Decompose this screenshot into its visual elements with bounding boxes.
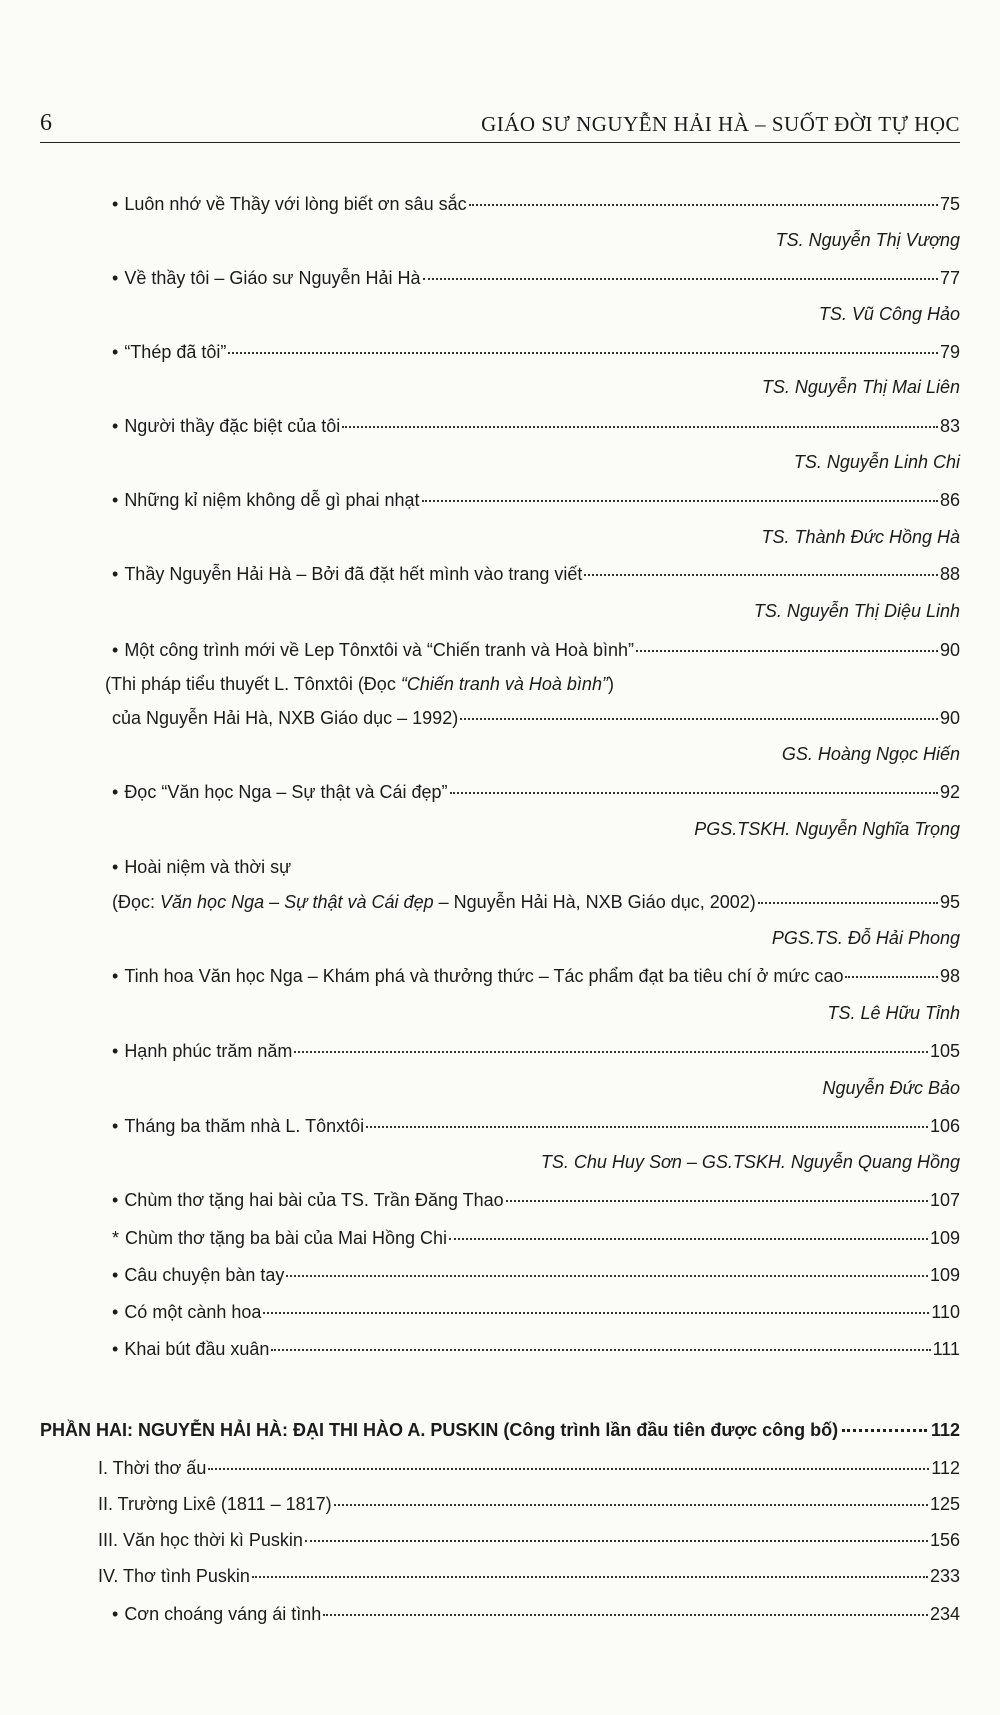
bullet: •	[112, 342, 119, 362]
leader-dots	[423, 278, 938, 280]
toc-entry[interactable]	[112, 1228, 960, 1249]
bullet: •	[112, 1190, 119, 1210]
leader-dots	[263, 1312, 929, 1314]
page-ref: 156	[929, 1530, 960, 1550]
text: (Đọc:	[112, 892, 161, 912]
author-name: PGS.TSKH. Nguyễn Nghĩa Trọng	[694, 819, 960, 839]
page-ref: 88	[939, 564, 960, 584]
author-name: TS. Vũ Công Hảo	[818, 304, 960, 324]
toc-entry[interactable]	[112, 268, 960, 289]
chapter-entry[interactable]	[98, 1458, 960, 1479]
toc-entry[interactable]	[112, 640, 960, 661]
author-name: TS. Nguyễn Linh Chi	[793, 452, 960, 472]
leader-dots	[294, 1051, 928, 1053]
bullet: •	[112, 782, 119, 802]
leader-dots	[506, 1200, 928, 1202]
text: )	[607, 674, 614, 694]
toc-entry[interactable]	[112, 708, 960, 729]
page-ref: 107	[929, 1190, 960, 1210]
page-ref: 79	[939, 342, 960, 362]
page-ref: 109	[929, 1265, 960, 1285]
page-ref: 75	[939, 194, 960, 214]
toc-entry[interactable]	[112, 1339, 960, 1360]
bullet: *	[112, 1228, 120, 1248]
page-ref: 98	[939, 966, 960, 986]
leader-dots	[636, 650, 938, 652]
chapter-entry[interactable]	[98, 1494, 960, 1515]
leader-dots	[842, 1429, 927, 1432]
text: (Thi pháp tiểu thuyết L. Tônxtôi (Đọc	[105, 674, 401, 694]
toc-entry[interactable]	[112, 1302, 960, 1323]
author-name: GS. Hoàng Ngọc Hiến	[781, 744, 960, 764]
bullet: •	[112, 966, 119, 986]
author-name: PGS.TS. Đỗ Hải Phong	[771, 928, 960, 948]
leader-dots	[208, 1468, 929, 1470]
leader-dots	[342, 426, 938, 428]
entry-subtitle	[112, 892, 756, 913]
page-ref: 83	[939, 416, 960, 436]
entry-title: Câu chuyện bàn tay	[124, 1265, 285, 1285]
entry-title: Chùm thơ tặng hai bài của TS. Trần Đăng Thao	[124, 1190, 504, 1210]
entry-title: Người thầy đặc biệt của tôi	[124, 416, 341, 436]
chapter-title: Cơn choáng váng ái tình	[124, 1604, 322, 1624]
author-name: TS. Lê Hữu Tỉnh	[827, 1003, 960, 1023]
leader-dots	[271, 1349, 930, 1351]
leader-dots	[334, 1504, 928, 1506]
leader-dots	[422, 500, 938, 502]
part-title: PHẦN HAI: NGUYỄN HẢI HÀ: ĐẠI THI HÀO A. PUSKIN (Công trình lần đầu tiên được công bố)	[40, 1420, 839, 1440]
page-ref: 109	[929, 1228, 960, 1248]
toc-entry[interactable]	[112, 194, 960, 215]
entry-title: Khai bút đầu xuân	[124, 1339, 270, 1359]
entry-title-text: Hoài niệm và thời sự	[124, 857, 292, 877]
page-ref: 112	[931, 1458, 960, 1478]
page-ref: 125	[929, 1494, 960, 1514]
page-ref: 95	[939, 892, 960, 912]
entry-title: Những kỉ niệm không dễ gì phai nhạt	[124, 490, 420, 510]
page-ref: 106	[929, 1116, 960, 1136]
entry-title: Tinh hoa Văn học Nga – Khám phá và thưởng thức – Tác phẩm đạt ba tiêu chí ở mức cao	[124, 966, 844, 986]
toc-entry[interactable]	[112, 490, 960, 511]
entry-title: Tháng ba thăm nhà L. Tônxtôi	[124, 1116, 365, 1136]
page-ref: 90	[939, 708, 960, 728]
bullet: •	[112, 416, 119, 436]
chapter-title: IV. Thơ tình Puskin	[98, 1566, 250, 1586]
entry-title[interactable]	[112, 857, 291, 878]
toc-entry[interactable]	[112, 1116, 960, 1137]
page-ref: 112	[930, 1420, 960, 1440]
bullet: •	[112, 1604, 119, 1624]
chapter-entry[interactable]	[98, 1530, 960, 1551]
author-name: TS. Thành Đức Hồng Hà	[761, 527, 960, 547]
bullet: •	[112, 1302, 119, 1322]
italic-title: Văn học Nga – Sự thật và Cái đẹp	[160, 892, 434, 912]
bullet: •	[112, 640, 119, 660]
entry-title: Một công trình mới về Lep Tônxtôi và “Chiến tranh và Hoà bình”	[124, 640, 635, 660]
entry-title: Thầy Nguyễn Hải Hà – Bởi đã đặt hết mình vào trang viết	[124, 564, 583, 584]
author-name: TS. Nguyễn Thị Mai Liên	[761, 377, 960, 397]
page-number: 6	[40, 110, 52, 136]
toc-entry[interactable]	[112, 966, 960, 987]
page-ref: 105	[929, 1041, 960, 1061]
entry-title: Có một cành hoa	[124, 1302, 262, 1322]
bullet: •	[112, 1116, 119, 1136]
author-name: TS. Nguyễn Thị Diệu Linh	[753, 601, 960, 621]
author-name: TS. Chu Huy Sơn – GS.TSKH. Nguyễn Quang Hồng	[540, 1152, 960, 1172]
toc-entry[interactable]	[112, 342, 960, 363]
bullet: •	[112, 1265, 119, 1285]
leader-dots	[449, 1238, 928, 1240]
page-ref: 234	[929, 1604, 960, 1624]
author-name: TS. Nguyễn Thị Vượng	[775, 230, 960, 250]
leader-dots	[758, 902, 938, 904]
italic-title: “Chiến tranh và Hoà bình”	[400, 674, 608, 694]
page-ref: 110	[931, 1302, 960, 1322]
entry-title: Đọc “Văn học Nga – Sự thật và Cái đẹp”	[124, 782, 448, 802]
leader-dots	[305, 1540, 928, 1542]
leader-dots	[460, 718, 938, 720]
entry-title: “Thép đã tôi”	[124, 342, 227, 362]
page-ref: 233	[929, 1566, 960, 1586]
leader-dots	[584, 574, 938, 576]
chapter-title: II. Trường Lixê (1811 – 1817)	[98, 1494, 332, 1514]
entry-continuation	[105, 674, 614, 695]
page-ref: 90	[939, 640, 960, 660]
toc-entry[interactable]	[112, 1041, 960, 1062]
bullet: •	[112, 194, 119, 214]
leader-dots	[286, 1275, 928, 1277]
bullet: •	[112, 490, 119, 510]
part-heading[interactable]	[40, 1420, 960, 1441]
leader-dots	[323, 1614, 928, 1616]
entry-title: Luôn nhớ về Thầy với lòng biết ơn sâu sắc	[124, 194, 467, 214]
page-ref: 77	[939, 268, 960, 288]
bullet: •	[112, 857, 119, 877]
page-header	[40, 108, 960, 143]
running-title: GIÁO SƯ NGUYỄN HẢI HÀ – SUỐT ĐỜI TỰ HỌC	[481, 112, 960, 136]
toc-entry[interactable]	[112, 892, 960, 913]
toc-entry[interactable]	[112, 1190, 960, 1211]
bullet: •	[112, 564, 119, 584]
toc-entry[interactable]	[112, 782, 960, 803]
entry-title: Hạnh phúc trăm năm	[124, 1041, 293, 1061]
text: – Nguyễn Hải Hà, NXB Giáo dục, 2002)	[433, 892, 756, 912]
chapter-title: III. Văn học thời kì Puskin	[98, 1530, 303, 1550]
leader-dots	[252, 1576, 928, 1578]
page-ref: 111	[932, 1339, 960, 1359]
leader-dots	[450, 792, 938, 794]
entry-title: Về thầy tôi – Giáo sư Nguyễn Hải Hà	[124, 268, 421, 288]
chapter-entry[interactable]	[98, 1566, 960, 1587]
leader-dots	[366, 1126, 928, 1128]
entry-title: Chùm thơ tặng ba bài của Mai Hồng Chi	[125, 1228, 447, 1248]
author-name: Nguyễn Đức Bảo	[822, 1078, 960, 1098]
toc-entry[interactable]	[112, 564, 960, 585]
bullet: •	[112, 1339, 119, 1359]
chapter-entry[interactable]	[112, 1604, 960, 1625]
leader-dots	[469, 204, 938, 206]
entry-title: của Nguyễn Hải Hà, NXB Giáo dục – 1992)	[112, 708, 459, 728]
chapter-title: I. Thời thơ ấu	[98, 1458, 207, 1478]
page-ref: 92	[939, 782, 960, 802]
toc-entry[interactable]	[112, 416, 960, 437]
leader-dots	[228, 352, 938, 354]
toc-entry[interactable]	[112, 1265, 960, 1286]
page-ref: 86	[939, 490, 960, 510]
bullet: •	[112, 1041, 119, 1061]
leader-dots	[845, 976, 938, 978]
bullet: •	[112, 268, 119, 288]
